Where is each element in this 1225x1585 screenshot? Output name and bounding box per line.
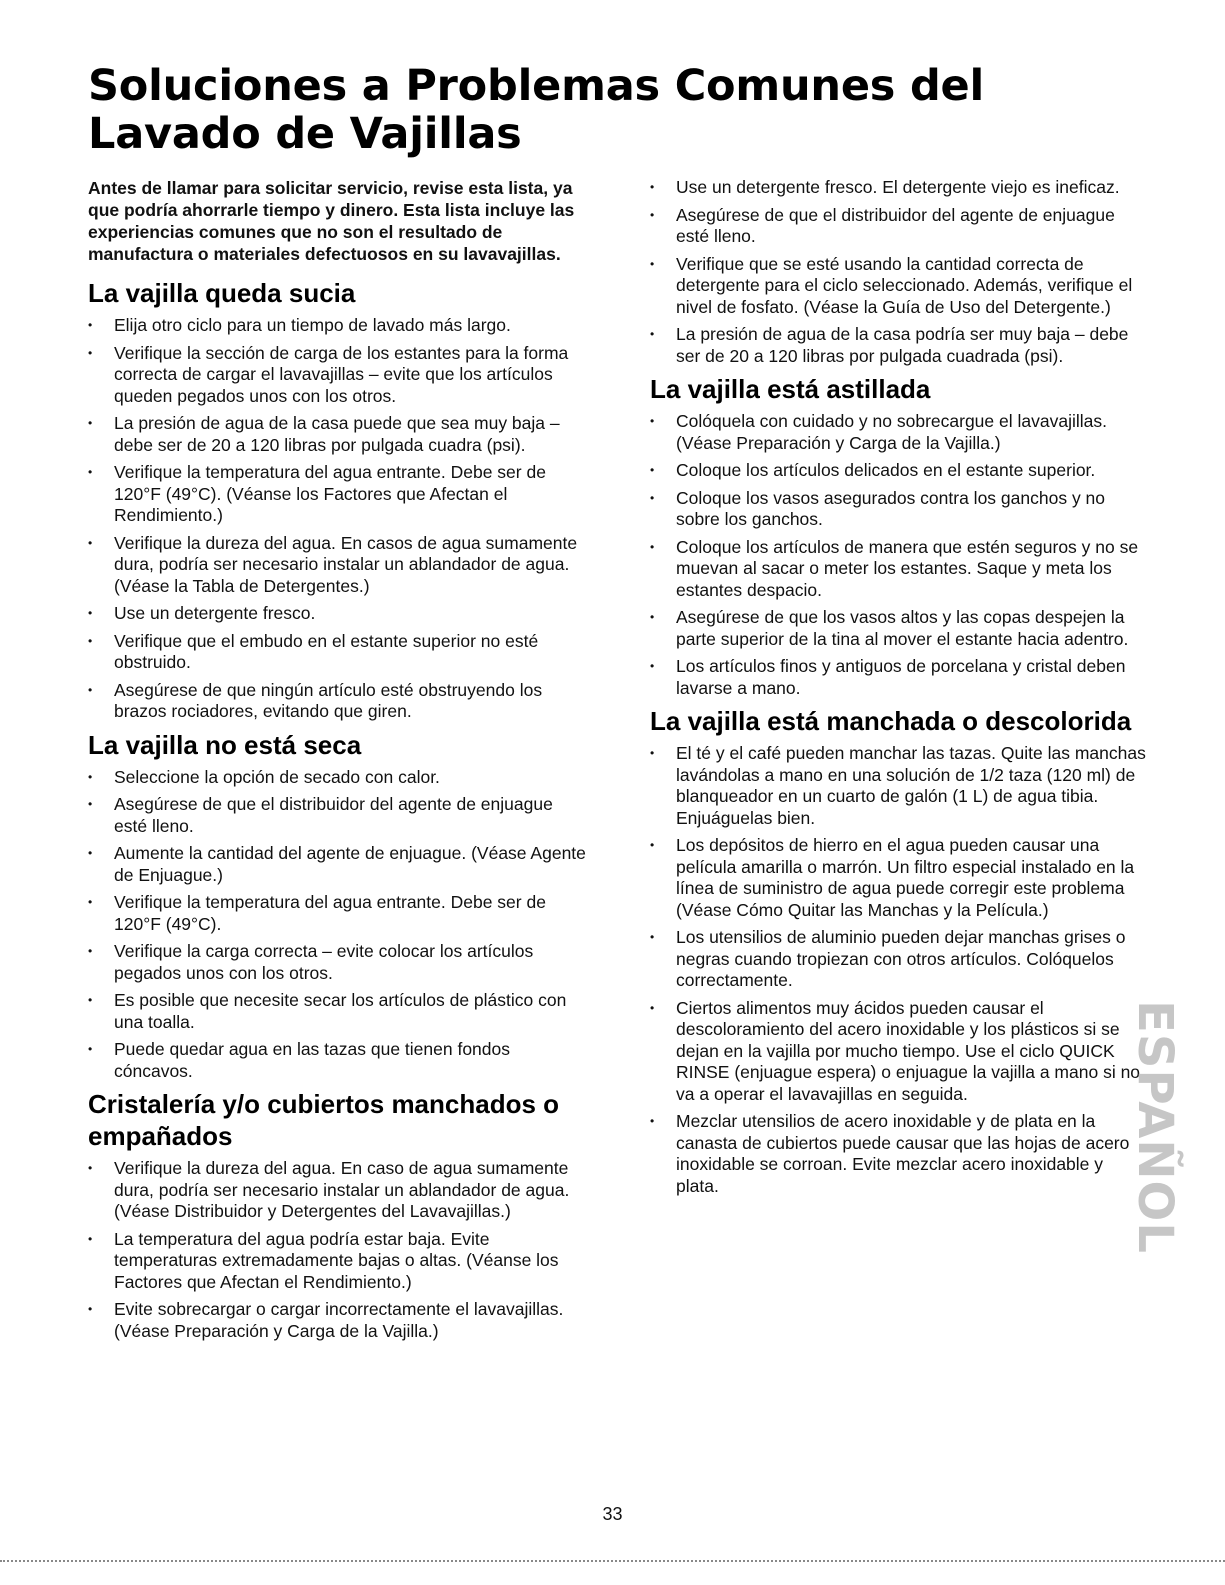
list-item: • Es posible que necesite secar los artículos de plástico con una toalla. xyxy=(88,990,588,1033)
list-item: • Use un detergente fresco. xyxy=(88,603,588,625)
list-item: • Verifique la carga correcta – evite colocar los artículos pegados unos con los otros. xyxy=(88,941,588,984)
list-item: • Coloque los artículos delicados en el estante superior. xyxy=(650,460,1150,482)
list-item: • Asegúrese de que ningún artículo esté obstruyendo los brazos rociadores, evitando que giren. xyxy=(88,680,588,723)
list-item: • El té y el café pueden manchar las tazas. Quite las manchas lavándolas a mano en una solución de 1/2 taza (120 ml) de blanqueador en un cuarto de galón (1 L) de agua tibia. Enjuáguelas bien. xyxy=(650,743,1150,829)
list-item: • Verifique la temperatura del agua entrante. Debe ser de 120°F (49°C). xyxy=(88,892,588,935)
list-item: • Use un detergente fresco. El detergente viejo es ineficaz. xyxy=(650,177,1150,199)
list-manchada xyxy=(650,743,1150,1197)
list-cristaleria xyxy=(88,1158,588,1342)
bottom-divider xyxy=(0,1560,1225,1562)
list-item: • Verifique la dureza del agua. En casos de agua sumamente dura, podría ser necesario instalar un ablandador de agua. (Véase la Tabla de Detergentes.) xyxy=(88,533,588,598)
list-item: • Mezclar utensilios de acero inoxidable y de plata en la canasta de cubiertos puede causar que las hojas de acero inoxidable se corroan. Evite mezclar acero inoxidable y plata. xyxy=(650,1111,1150,1197)
left-column xyxy=(88,177,588,1348)
list-item: • Aumente la cantidad del agente de enjuague. (Véase Agente de Enjuague.) xyxy=(88,843,588,886)
list-item: • Colóquela con cuidado y no sobrecargue el lavavajillas. (Véase Preparación y Carga de la Vajilla.) xyxy=(650,411,1150,454)
right-column xyxy=(650,177,1150,1203)
list-astillada xyxy=(650,411,1150,699)
list-item: • Verifique que se esté usando la cantidad correcta de detergente para el ciclo seleccionado. Además, verifique el nivel de fosfato. (Véase la Guía de Uso del Detergente.) xyxy=(650,254,1150,319)
list-item: • Los depósitos de hierro en el agua pueden causar una película amarilla o marrón. Un filtro especial instalado en la línea de suministro de agua puede corregir este problema (Véase Cómo Quitar las Manchas y la Película.) xyxy=(650,835,1150,921)
page-title: Soluciones a Problemas Comunes del Lavado de Vajillas xyxy=(88,61,985,159)
list-item: • Coloque los vasos asegurados contra los ganchos y no sobre los ganchos. xyxy=(650,488,1150,531)
section-heading-no-seca: La vajilla no está seca xyxy=(88,729,362,760)
list-item: • Verifique que el embudo en el estante superior no esté obstruido. xyxy=(88,631,588,674)
page-number: 33 xyxy=(602,1504,623,1524)
list-item: • Puede quedar agua en las tazas que tienen fondos cóncavos. xyxy=(88,1039,588,1082)
intro-paragraph: Antes de llamar para solicitar servicio, revise esta lista, ya que podría ahorrarle tiempo y dinero. Esta lista incluye las experiencias comunes que no son el resultado de manufactura o materiales defectuosos en su lavavajillas. xyxy=(88,178,575,264)
section-heading-manchada: La vajilla está manchada o descolorida xyxy=(650,706,1132,736)
list-cristaleria-continued xyxy=(650,177,1150,367)
list-item: • Ciertos alimentos muy ácidos pueden causar el descoloramiento del acero inoxidable y los plásticos si se dejan en la vajilla por mucho tiempo. Use el ciclo QUICK RINSE (enjuague espera) o enjuague la vajilla a mano si no va a operar el lavavajillas en seguida. xyxy=(650,998,1150,1106)
list-item: • Verifique la dureza del agua. En caso de agua sumamente dura, podría ser necesario instalar un ablandador de agua. (Véase Distribuidor y Detergentes del Lavavajillas.) xyxy=(88,1158,588,1223)
section-heading-astillada: La vajilla está astillada xyxy=(650,374,931,404)
side-tab-label: ESPAÑOL xyxy=(1127,1000,1183,1254)
list-item: • Los artículos finos y antiguos de porcelana y cristal deben lavarse a mano. xyxy=(650,656,1150,699)
section-heading-vajilla-sucia: La vajilla queda sucia xyxy=(88,278,356,308)
list-vajilla-sucia xyxy=(88,315,588,723)
list-item: • Los utensilios de aluminio pueden dejar manchas grises o negras cuando tropiezan con otros artículos. Colóquelos correctamente. xyxy=(650,927,1150,992)
language-side-tab xyxy=(1127,1000,1183,1254)
list-item: • Verifique la temperatura del agua entrante. Debe ser de 120°F (49°C). (Véanse los Factores que Afectan el Rendimiento.) xyxy=(88,462,588,527)
list-item: • Coloque los artículos de manera que estén seguros y no se muevan al sacar o meter los estantes. Saque y meta los estantes despacio. xyxy=(650,537,1150,602)
list-item: • Elija otro ciclo para un tiempo de lavado más largo. xyxy=(88,315,588,337)
list-item: • Asegúrese de que los vasos altos y las copas despejen la parte superior de la tina al mover el estante hacia adentro. xyxy=(650,607,1150,650)
section-heading-cristaleria: Cristalería y/o cubiertos manchados o empañados xyxy=(88,1089,560,1151)
list-item: • La presión de agua de la casa podría ser muy baja – debe ser de 20 a 120 libras por pulgada cuadrada (psi). xyxy=(650,324,1150,367)
list-item: • Asegúrese de que el distribuidor del agente de enjuague esté lleno. xyxy=(88,794,588,837)
list-item: • La presión de agua de la casa puede que sea muy baja – debe ser de 20 a 120 libras por pulgada cuadra (psi). xyxy=(88,413,588,456)
list-item: • La temperatura del agua podría estar baja. Evite temperaturas extremadamente bajas o altas. (Véanse los Factores que Afectan el Rendimiento.) xyxy=(88,1229,588,1294)
list-item: • Asegúrese de que el distribuidor del agente de enjuague esté lleno. xyxy=(650,205,1150,248)
list-item: • Evite sobrecargar o cargar incorrectamente el lavavajillas. (Véase Preparación y Carga de la Vajilla.) xyxy=(88,1299,588,1342)
list-no-seca xyxy=(88,767,588,1083)
list-item: • Verifique la sección de carga de los estantes para la forma correcta de cargar el lavavajillas – evite que los artículos queden pegados unos con los otros. xyxy=(88,343,588,408)
list-item: • Seleccione la opción de secado con calor. xyxy=(88,767,588,789)
